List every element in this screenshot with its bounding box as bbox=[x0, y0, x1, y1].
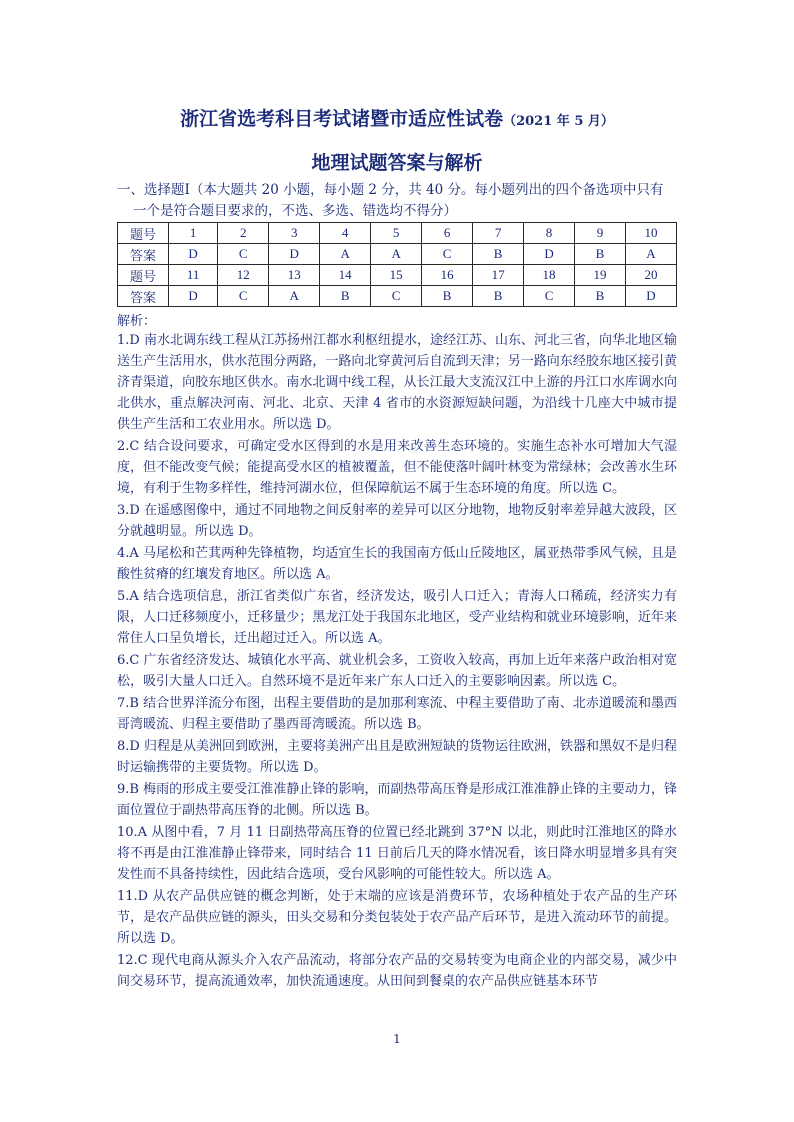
table-row-header: 答案 bbox=[118, 286, 169, 307]
table-cell: 17 bbox=[473, 265, 524, 286]
table-cell: A bbox=[320, 244, 371, 265]
table-cell: D bbox=[169, 286, 218, 307]
table-cell: B bbox=[473, 244, 524, 265]
explanation-item: 11.D 从农产品供应链的概念判断，处于末端的应该是消费环节，农场种植处于农产品的生产环节，是农产品供应链的源头，田头交易和分类包装处于农产品产后环节，是进入流动环节的前提。所以选 D。 bbox=[117, 889, 677, 946]
explanation-item: 12.C 现代电商从源头介入农产品流动，将部分农产品的交易转变为电商企业的内部交易，减少中间交易环节，提高流通效率，加快流通速度。从田间到餐桌的农产品供应链基本环节 bbox=[117, 953, 677, 989]
table-row bbox=[118, 265, 677, 286]
table-cell: A bbox=[371, 244, 422, 265]
explanation-item: 8.D 归程是从美洲回到欧洲，主要将美洲产出且是欧洲短缺的货物运往欧洲，铁器和黑奴不是归程时运输携带的主要货物。所以选 D。 bbox=[117, 739, 677, 775]
table-cell: B bbox=[473, 286, 524, 307]
table-row-header: 题号 bbox=[118, 265, 169, 286]
table-cell: 6 bbox=[422, 223, 473, 244]
table-cell: 12 bbox=[218, 265, 269, 286]
table-row-header: 答案 bbox=[118, 244, 169, 265]
table-row bbox=[118, 286, 677, 307]
table-cell: C bbox=[218, 244, 269, 265]
explanation-label: 解析： bbox=[117, 314, 157, 329]
explanation-item: 5.A 结合选项信息，浙江省类似广东省，经济发达，吸引人口迁入；青海人口稀疏，经济实力有限，人口迁移频度小，迁移量少；黑龙江处于我国东北地区，受产业结构和就业环境影响，近年来常住人口呈负增长，迁出超过迁入。所以选 A。 bbox=[117, 589, 677, 646]
explanation-item: 4.A 马尾松和芒萁两种先锋植物，均适宜生长的我国南方低山丘陵地区，属亚热带季风气候，且是酸性贫瘠的红壤发育地区。所以选 A。 bbox=[117, 546, 677, 582]
table-cell: 8 bbox=[524, 223, 575, 244]
table-cell: 10 bbox=[626, 223, 677, 244]
table-cell: 11 bbox=[169, 265, 218, 286]
document-subtitle: 地理试题答案与解析 bbox=[311, 152, 483, 174]
table-cell: 19 bbox=[575, 265, 626, 286]
table-cell: C bbox=[524, 286, 575, 307]
explanation-item: 9.B 梅雨的形成主要受江淮准静止锋的影响，而副热带高压脊是形成江淮准静止锋的主要动力，锋面位置位于副热带高压脊的北侧。所以选 B。 bbox=[117, 782, 677, 818]
table-cell: D bbox=[524, 244, 575, 265]
table-cell: 1 bbox=[169, 223, 218, 244]
table-cell: D bbox=[626, 286, 677, 307]
table-cell: B bbox=[320, 286, 371, 307]
table-cell: 15 bbox=[371, 265, 422, 286]
table-cell: B bbox=[575, 244, 626, 265]
explanation-item: 1.D 南水北调东线工程从江苏扬州江都水利枢纽提水，途经江苏、山东、河北三省，向华北地区输送生产生活用水，供水范围分两路，一路向北穿黄河后自流到天津；另一路向东经胶东地区接引黄济青渠道，向胶东地区供水。南水北调中线工程，从长江最大支流汉江中上游的丹江口水库调水向北供水，重点解决河南、河北、北京、天津 4 省市的水资源短缺问题，为沿线十几座大中城市提供生产生活和工农业用水。所以选 D。 bbox=[117, 333, 677, 432]
document-title bbox=[0, 104, 794, 131]
table-cell: 7 bbox=[473, 223, 524, 244]
page-number: 1 bbox=[393, 1032, 401, 1046]
table-cell: 5 bbox=[371, 223, 422, 244]
table-row-header: 题号 bbox=[118, 223, 169, 244]
title-date: （2021 年 5 月） bbox=[503, 114, 614, 129]
table-cell: 13 bbox=[269, 265, 320, 286]
explanation-item: 3.D 在遥感图像中，通过不同地物之间反射率的差异可以区分地物，地物反射率差异越大波段，区分就越明显。所以选 D。 bbox=[117, 503, 677, 539]
table-cell: D bbox=[169, 244, 218, 265]
table-cell: 18 bbox=[524, 265, 575, 286]
explanation-list bbox=[117, 330, 677, 993]
explanation-item: 7.B 结合世界洋流分布图，出程主要借助的是加那利寒流、中程主要借助了南、北赤道暖流和墨西哥湾暖流、归程主要借助了墨西哥湾暖流。所以选 B。 bbox=[117, 696, 677, 732]
table-cell: D bbox=[269, 244, 320, 265]
section-heading bbox=[117, 180, 687, 222]
table-cell: C bbox=[371, 286, 422, 307]
table-cell: C bbox=[422, 244, 473, 265]
table-cell: 2 bbox=[218, 223, 269, 244]
table-cell: B bbox=[575, 286, 626, 307]
table-cell: A bbox=[269, 286, 320, 307]
section-heading-line1: 一、选择题Ⅰ（本大题共 20 小题，每小题 2 分，共 40 分。每小题列出的四个备选项中只有 bbox=[117, 182, 664, 198]
table-cell: 3 bbox=[269, 223, 320, 244]
table-row bbox=[118, 244, 677, 265]
table-cell: 4 bbox=[320, 223, 371, 244]
table-cell: C bbox=[218, 286, 269, 307]
answer-table bbox=[117, 222, 677, 307]
title-main: 浙江省选考科目考试诸暨市适应性试卷 bbox=[180, 108, 504, 130]
explanation-item: 10.A 从图中看，7 月 11 日副热带高压脊的位置已经北跳到 37°N 以北，则此时江淮地区的降水将不再是由江淮准静止锋带来，同时结合 11 日前后几天的降水情况看，该日降水明显增多具有突发性而不具备持续性，因此结合选项，受台风影响的可能性较大。所以选 A。 bbox=[117, 825, 677, 882]
explanation-item: 2.C 结合设问要求，可确定受水区得到的水是用来改善生态环境的。实施生态补水可增加大气湿度，但不能改变气候；能提高受水区的植被覆盖，但不能使落叶阔叶林变为常绿林；会改善水生环境，有利于生物多样性，维持河湖水位，但保障航运不属于生态环境的角度。所以选 C。 bbox=[117, 439, 677, 496]
table-cell: 20 bbox=[626, 265, 677, 286]
table-cell: 14 bbox=[320, 265, 371, 286]
explanation-item: 6.C 广东省经济发达、城镇化水平高、就业机会多，工资收入较高，再加上近年来落户政治相对宽松，吸引大量人口迁入。自然环境不是近年来广东人口迁入的主要影响因素。所以选 C。 bbox=[117, 653, 677, 689]
table-cell: A bbox=[626, 244, 677, 265]
table-cell: 9 bbox=[575, 223, 626, 244]
table-row bbox=[118, 223, 677, 244]
table-cell: 16 bbox=[422, 265, 473, 286]
section-heading-line2: 一个是符合题目要求的，不选、多选、错选均不得分） bbox=[133, 203, 457, 219]
table-cell: B bbox=[422, 286, 473, 307]
